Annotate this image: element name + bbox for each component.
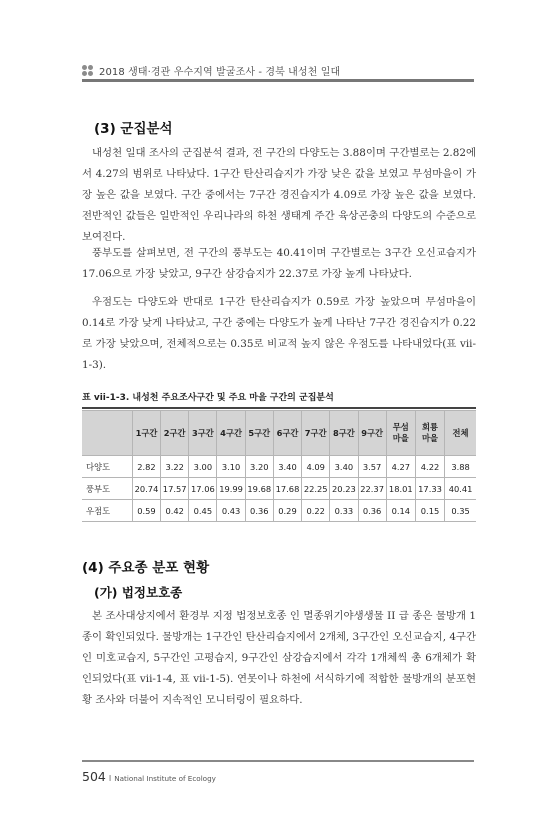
table-row [82,500,476,522]
table-cell: 22.37 [358,478,386,500]
table-cell: 3.00 [189,456,217,478]
row-label: 다양도 [82,456,132,478]
table-caption: 표 vii-1-3. 내성천 주요조사구간 및 주요 마을 구간의 군집분석 [82,393,334,403]
table-corner-cell [82,411,132,456]
page-footer [82,769,216,784]
table-cell: 0.15 [415,500,444,522]
table-row [82,456,476,478]
footer-separator: I [108,774,112,783]
table-cell: 17.33 [415,478,444,500]
table-cell: 0.36 [358,500,386,522]
cluster-analysis-table [82,410,476,522]
table-cell: 3.88 [445,456,476,478]
table-cell: 0.22 [302,500,330,522]
footer-divider [82,760,474,762]
table-cell: 0.45 [189,500,217,522]
column-header: 6구간 [273,411,301,456]
table-cell: 4.09 [302,456,330,478]
table-row [82,478,476,500]
paragraph-protected-species: 본 조사대상지에서 환경부 지정 법정보호종 인 멸종위기야생생물 II 급 종은 물방개 1종이 확인되었다. 물방개는 1구간인 탄산리습지에서 2개체, 3구간인 오신교습지, 4구간인 미호교습지, 5구간인 고평습지, 9구간인 삼강습지에서 각각 1개체씩 총 6개체가 확인되었다(표 vii-1-4, 표 vii-1-5). 연못이나 하천에 서식하기에 적합한 물방개의 분포현황 조사와 더불어 지속적인 모니터링이 필요하다. [82,610,477,706]
column-header: 1구간 [132,411,160,456]
column-header-text: 무섬마을 [392,422,409,443]
paragraph-diversity: 내성천 일대 조사의 군집분석 결과, 전 구간의 다양도는 3.88이며 구간별로는 2.82에서 4.27의 범위로 나타났다. 1구간 탄산리습지가 가장 낮은 값을 보였고 무섬마을이 가장 높은 값을 보였다. 구간 중에서는 7구간 경진습지가 4.09로 가장 높은 값을 보였다. 전반적인 값들은 일반적인 우리나라의 하천 생태계 주간 육상곤충의 다양도의 수준으로 보여진다. [82,147,476,243]
table-cell: 0.35 [445,500,476,522]
column-header: 8구간 [330,411,358,456]
table-cell: 22.25 [302,478,330,500]
table-cell: 17.68 [273,478,301,500]
running-header [82,63,340,78]
table-cell: 0.14 [386,500,415,522]
column-header-wrapped [386,411,415,456]
table-cell: 19.99 [217,478,245,500]
table-cell: 0.59 [132,500,160,522]
table-cell: 2.82 [132,456,160,478]
column-header-text: 회룡마을 [422,422,439,443]
table-cell: 0.33 [330,500,358,522]
table-cell: 40.41 [445,478,476,500]
table-cell: 3.10 [217,456,245,478]
column-header: 3구간 [189,411,217,456]
column-header: 4구간 [217,411,245,456]
table-cell: 17.57 [161,478,189,500]
table-cell: 0.42 [161,500,189,522]
row-label: 우점도 [82,500,132,522]
running-title: 2018 생태·경관 우수지역 발굴조사 - 경북 내성천 일대 [99,67,341,78]
table-top-rule [82,407,476,409]
table-cell: 3.40 [273,456,301,478]
table-header-row [82,411,476,456]
table-cell: 20.23 [330,478,358,500]
column-header: 2구간 [161,411,189,456]
table-cell: 3.22 [161,456,189,478]
column-header: 9구간 [358,411,386,456]
table-cell: 20.74 [132,478,160,500]
section-heading-major-species: (4) 주요종 분포 현황 [82,560,210,576]
table-cell: 0.43 [217,500,245,522]
table-cell: 0.36 [245,500,273,522]
table-cell: 3.20 [245,456,273,478]
table-cell: 3.40 [330,456,358,478]
header-divider [82,79,474,82]
column-header-wrapped [415,411,444,456]
footer-organization: National Institute of Ecology [114,774,216,783]
section-heading-cluster-analysis: (3) 군집분석 [94,121,173,137]
table-cell: 3.57 [358,456,386,478]
column-header: 전체 [445,411,476,456]
paragraph-richness: 풍부도를 살펴보면, 전 구간의 풍부도는 40.41이며 구간별로는 3구간 오신교습지가 17.06으로 가장 낮았고, 9구간 삼강습지가 22.37로 가장 높게 나타났다. [82,247,476,280]
column-header: 5구간 [245,411,273,456]
table-cell: 4.27 [386,456,415,478]
table-cell: 0.29 [273,500,301,522]
bullet-dots-icon [82,65,93,76]
paragraph-dominance: 우점도는 다양도와 반대로 1구간 탄산리습지가 0.59로 가장 높았으며 무섬마을이 0.14로 가장 낮게 나타났고, 구간 중에는 다양도가 높게 나타난 7구간 경진습지가 0.22로 가장 낮았으며, 전체적으로는 0.35로 비교적 높지 않은 우점도를 나타내었다(표 vii-1-3). [82,296,476,371]
page-number: 504 [82,769,106,784]
subsection-heading-protected-species: (가) 법정보호종 [94,585,183,600]
table-cell: 17.06 [189,478,217,500]
table-cell: 4.22 [415,456,444,478]
row-label: 풍부도 [82,478,132,500]
table-cell: 19.68 [245,478,273,500]
table-cell: 18.01 [386,478,415,500]
column-header: 7구간 [302,411,330,456]
